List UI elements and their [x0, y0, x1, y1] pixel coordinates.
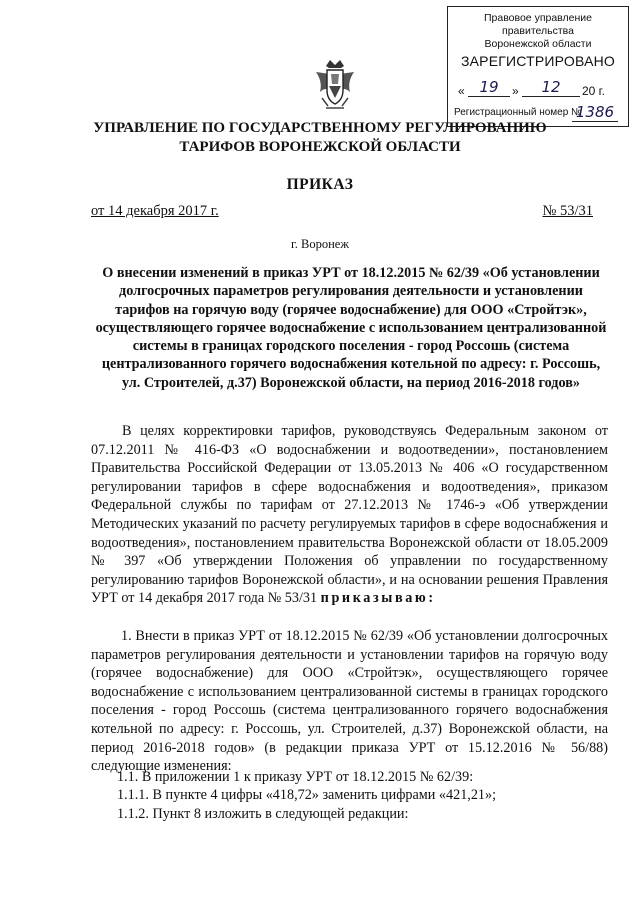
- organization-name-line-2: ТАРИФОВ ВОРОНЕЖСКОЙ ОБЛАСТИ: [179, 139, 461, 155]
- document-subject: О внесении изменений в приказ УРТ от 18.12.2015 № 62/39 «Об установлении долгосрочных параметров регулирования деятельности и установлении тарифов на горячую воду (горячее водоснабжение) для ООО «Стройтэк», осуществляющего горячее водоснабжение с использованием централизованной системы в границах городского поселения - город Россошь (система централизованного горячего водоснабжения котельной по адресу: г. Россошь, ул. Строителей, д.37) Воронежской области, на период 2016-2018 годов»: [95, 265, 607, 391]
- registration-stamp: [447, 6, 629, 127]
- item-1-paragraph: 1. Внести в приказ УРТ от 18.12.2015 № 62/39 «Об установлении долгосрочных параметров регулирования деятельности и установлении тарифов на горячую воду (горячее водоснабжение) для ООО «Стройтэк», осуществляющего горячее водоснабжение с использованием централизованной системы в границах городского поселения - город Россошь (система централизованного горячего водоснабжения котельной по адресу: г. Россошь, ул. Строителей, д.37) Воронежской области, на период 2016-2018 годов» (в редакции приказа УРТ от 15.12.2016 № 56/88) следующие изменения:: [91, 628, 608, 775]
- preamble-paragraph: [91, 422, 608, 608]
- order-word: приказываю:: [320, 590, 436, 607]
- preamble-text: В целях корректировки тарифов, руководствуясь Федеральным законом от 07.12.2011 № 416-ФЗ «О водоснабжении и водоотведении», постановлением Правительства Российской Федерации от 13.05.2013 № 406 «О государственном регулировании тарифов в сфере водоснабжения и водоотведения», приказом Федеральной службы по тарифам от 27.12.2013 № 1746-э «Об утверждении Методических указаний по расчету регулируемых тарифов в сфере водоснабжения и водоотведения», постановлением правительства Воронежской области от 18.05.2009 № 397 «Об утверждении Положения об управлении по государственному регулированию тарифов Воронежской области», и на основании решения Правления УРТ от 14 декабря 2017 года № 53/31: [91, 423, 608, 607]
- stamp-month: 12: [522, 78, 580, 97]
- item-1-1-2: 1.1.2. Пункт 8 изложить в следующей редакции:: [117, 806, 409, 822]
- stamp-reg-number: 1386: [572, 103, 618, 122]
- stamp-reg-label: Регистрационный номер №: [454, 107, 582, 118]
- organization-name-line-1: УПРАВЛЕНИЕ ПО ГОСУДАРСТВЕННОМУ РЕГУЛИРОВАНИЮ: [93, 120, 547, 136]
- stamp-quote-open: «: [458, 84, 465, 98]
- document-city: г. Воронеж: [291, 237, 349, 251]
- stamp-org-line-1: Правовое управление правительства: [483, 12, 592, 37]
- stamp-day: 19: [468, 78, 510, 97]
- item-1-1-1: 1.1.1. В пункте 4 цифры «418,72» заменить цифрами «421,21»;: [117, 787, 497, 803]
- stamp-date: [458, 78, 620, 101]
- document-date: от 14 декабря 2017 г.: [91, 203, 219, 219]
- stamp-organization: [448, 12, 628, 51]
- stamp-org-line-2: Воронежской области: [484, 38, 592, 50]
- document-type: ПРИКАЗ: [286, 176, 354, 193]
- item-1-1: 1.1. В приложении 1 к приказу УРТ от 18.12.2015 № 62/39:: [117, 769, 474, 785]
- stamp-status: ЗАРЕГИСТРИРОВАНО: [460, 53, 616, 69]
- coat-of-arms-icon: [312, 56, 358, 112]
- document-number: № 53/31: [542, 203, 593, 219]
- stamp-year: 20 г.: [582, 84, 605, 98]
- organization-name: [0, 119, 640, 157]
- stamp-quote-close: »: [512, 84, 519, 98]
